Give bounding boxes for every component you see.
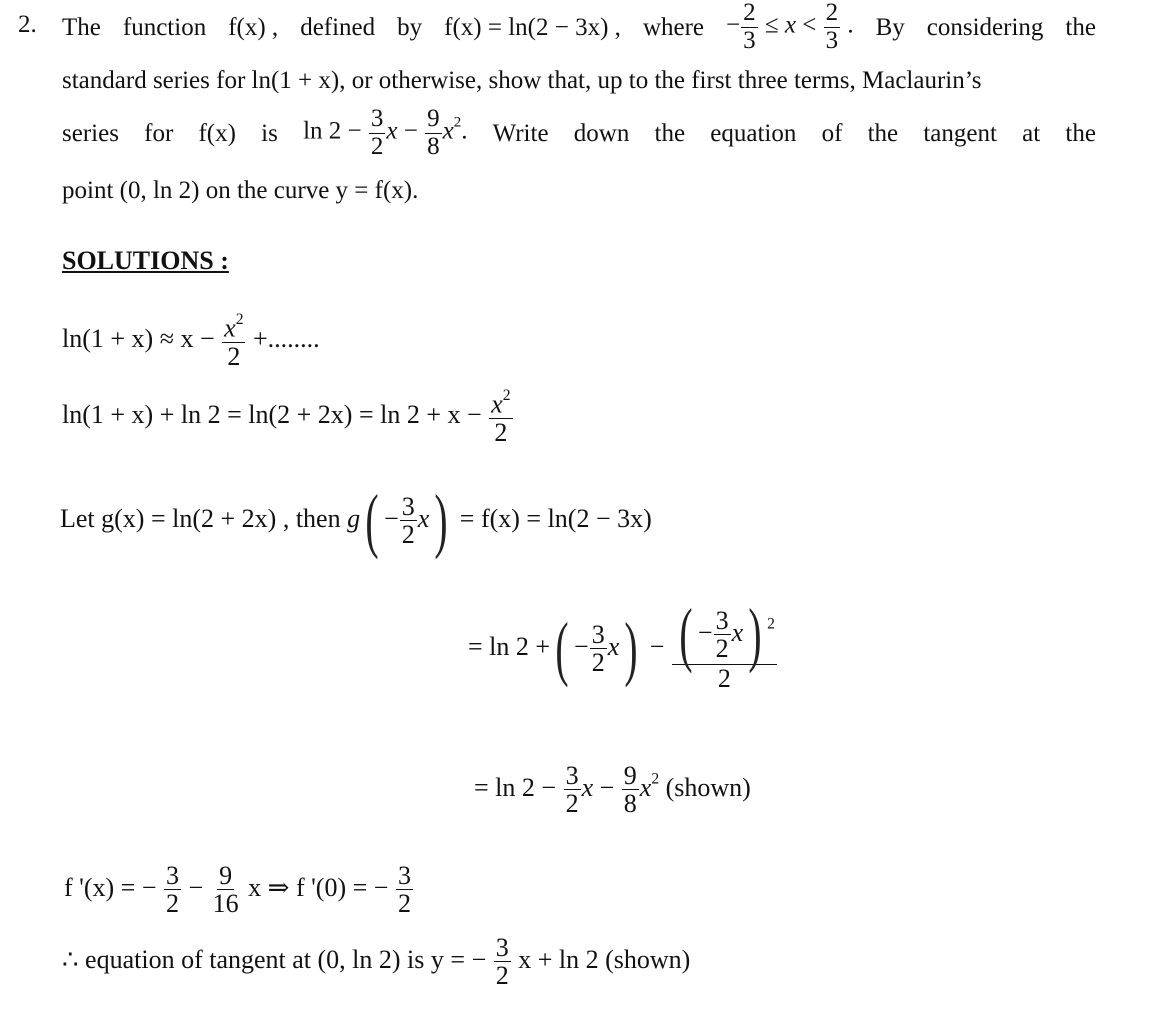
q-word: tangent (923, 119, 997, 147)
solution-step-3 (60, 480, 652, 560)
q-word: is (261, 119, 278, 147)
q-series-expression: ln 2 − $\frac{3}{2}$ x − $\frac{9}{8}$ $x^2$. (303, 105, 468, 160)
q-domain-inequality: − $\frac{2}{3}$ ≤ x < $\frac{2}{3}$ . (726, 0, 854, 54)
step7-tail: x + ln 2 (shown) (518, 944, 691, 974)
q-word: equation (710, 119, 797, 147)
q-word: series (62, 119, 119, 147)
step6-lhs: f '(x) = − (64, 872, 157, 902)
question-line-4: point (0, ln 2) on the curve y = f(x). (62, 177, 419, 204)
step5-start: = ln 2 − (474, 772, 557, 802)
solutions-heading: SOLUTIONS : (62, 246, 229, 275)
step4-start: = ln 2 + (468, 631, 551, 661)
q-word: where (642, 13, 705, 41)
q-function-definition: f(x) = ln(2 − 3x) , (444, 13, 621, 41)
q-word: function (122, 13, 207, 41)
solution-step-7: ∴ equation of tangent at (0, ln 2) is y = − $\frac{3}{2}$ x + ln 2 (shown) (62, 933, 691, 991)
q-word: by (397, 13, 423, 41)
solution-step-1 (62, 312, 320, 370)
q-word: down (573, 119, 630, 147)
q-word: By (875, 13, 905, 41)
question-line-1 (62, 2, 1096, 52)
solution-step-5: = ln 2 − $\frac{3}{2}$ x − $\frac{9}{8}$ $x^2$ (shown) (474, 761, 751, 819)
x-squared-over-2: $\frac{x^2}{2}$ (491, 387, 511, 447)
q-word: the (1065, 119, 1096, 147)
question-line-2: standard series for ln(1 + x), or otherwise, show that, up to the first three terms, Maclaurin’s (62, 67, 982, 94)
solution-step-4: = ln 2 +( − $\frac{3}{2}$ x) − ( − $\frac{3}{2}$ x) $^2$ 2 (468, 594, 775, 693)
step3-let: Let g(x) = ln(2 + 2x) , then (60, 503, 341, 533)
step6-mid: x ⇒ f '(0) = − (248, 872, 389, 902)
q-word: the (654, 119, 686, 147)
question-number: 2. (18, 11, 37, 38)
q-word: the (867, 119, 899, 147)
q-word: defined (300, 13, 376, 41)
q-word: of (821, 119, 843, 147)
step7-prefix: ∴ equation of tangent at (0, ln 2) is (62, 944, 425, 974)
q-word: considering (926, 13, 1044, 41)
q-word: The (62, 13, 101, 41)
solution-step-2 (62, 388, 514, 446)
q-word: the (1065, 13, 1096, 41)
step1-lhs: ln(1 + x) ≈ x − (62, 324, 215, 353)
q-word: f(x) , (228, 13, 279, 41)
question-line-3 (62, 105, 1096, 160)
x-squared-over-2: $\frac{x^2}{2}$ (224, 311, 244, 371)
step1-tail: +........ (252, 324, 320, 353)
q-word: at (1022, 119, 1041, 147)
g-of-minus-3-2-x: g( − $\frac{3}{2}$ x) (347, 480, 448, 560)
q-word: f(x) (198, 119, 236, 147)
squared-term-over-2: ( − $\frac{3}{2}$ x) $^2$ 2 (672, 606, 777, 692)
step2-lhs: ln(1 + x) + ln 2 = ln(2 + 2x) = ln 2 + x − (62, 400, 482, 429)
shown-label: (shown) (665, 772, 751, 802)
q-word: Write (492, 119, 549, 147)
step7-y: y = − (430, 944, 487, 974)
solution-step-6: f '(x) = − $\frac{3}{2}$ − $\frac{9}{16}$ x ⇒ f '(0) = − $\frac{3}{2}$ (64, 861, 411, 919)
q-word: for (144, 119, 174, 147)
step3-rhs: = f(x) = ln(2 − 3x) (459, 503, 652, 533)
